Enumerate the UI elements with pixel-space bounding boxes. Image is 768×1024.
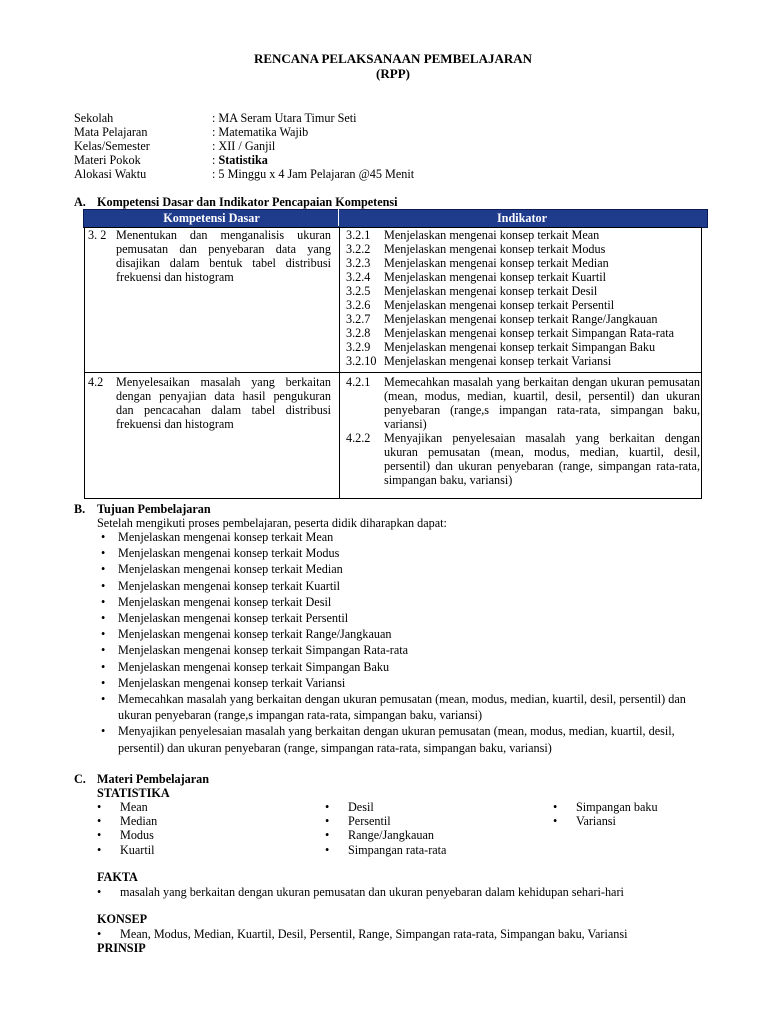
prinsip-heading: PRINSIP: [97, 941, 146, 955]
info-label: Mata Pelajaran: [74, 125, 148, 139]
list-item-text: Variansi: [576, 814, 616, 828]
list-item: • Menjelaskan mengenai konsep terkait Mean: [96, 529, 716, 545]
section-letter: A.: [74, 195, 86, 209]
bullet: •: [325, 828, 330, 842]
indicator-text: Menjelaskan mengenai konsep terkait Mean: [384, 228, 600, 242]
info-label: Alokasi Waktu: [74, 167, 147, 181]
list-item: • Menjelaskan mengenai konsep terkait Range/Jangkauan: [96, 626, 716, 642]
indicator-number: 3.2.8: [346, 326, 371, 340]
document-title: RENCANA PELAKSANAAN PEMBELAJARAN: [253, 51, 533, 66]
fakta-heading: FAKTA: [97, 870, 138, 884]
indicator-text: Menjelaskan mengenai konsep terkait Persentil: [384, 298, 615, 312]
indicator-item: [346, 270, 696, 284]
table-body: [84, 227, 702, 499]
bullet: •: [97, 927, 102, 941]
indicator-number: 3.2.10: [346, 354, 377, 368]
info-label: Sekolah: [74, 111, 114, 125]
indicator-number: 3.2.7: [346, 312, 371, 326]
section-letter: B.: [74, 502, 86, 516]
list-item-text: Simpangan rata-rata: [348, 843, 447, 857]
document-subtitle: (RPP): [376, 66, 410, 81]
list-item-text: Range/Jangkauan: [348, 828, 434, 842]
bullet: •: [97, 885, 102, 899]
info-value-bold: Statistika: [218, 153, 268, 167]
list-item-text: Mean: [120, 800, 148, 814]
info-value: : MA Seram Utara Timur Seti: [212, 111, 357, 125]
list-item: • Menjelaskan mengenai konsep terkait Simpangan Rata-rata: [96, 642, 716, 658]
info-row-sekolah: [74, 111, 674, 125]
header-indikator: Indikator: [496, 211, 548, 225]
indicator-number: 3.2.1: [346, 228, 371, 242]
kd-number: 3. 2: [88, 228, 107, 242]
header-divider: [338, 209, 339, 226]
materi-subtitle: STATISTIKA: [97, 786, 170, 800]
bullet: •: [97, 828, 102, 842]
bullet: •: [325, 800, 330, 814]
indicator-number: 3.2.6: [346, 298, 371, 312]
header-kompetensi-dasar: Kompetensi Dasar: [163, 211, 260, 225]
bullet: •: [325, 814, 330, 828]
indicator-number: 4.2.2: [346, 431, 371, 445]
indicator-item: [346, 354, 696, 368]
indicator-text: Menjelaskan mengenai konsep terkait Range/Jangkauan: [384, 312, 658, 326]
info-row-kelas: [74, 139, 674, 153]
indicator-number: 3.2.5: [346, 284, 371, 298]
section-letter: C.: [74, 772, 86, 786]
indicator-item: [346, 242, 696, 256]
indicator-item: [346, 340, 696, 354]
info-value-prefix: :: [212, 153, 219, 167]
section-a-heading: [74, 195, 398, 209]
list-item: • Menjelaskan mengenai konsep terkait Variansi: [96, 675, 716, 691]
info-label: Materi Pokok: [74, 153, 141, 167]
info-value: : 5 Minggu x 4 Jam Pelajaran @45 Menit: [212, 167, 415, 181]
kd-text: Menentukan dan menganalisis ukuran pemusatan dan penyebaran data yang disajikan dalam bentuk tabel distribusi frekuensi dan histogram: [116, 228, 331, 284]
section-title: Materi Pembelajaran: [97, 772, 210, 786]
indicator-number: 3.2.2: [346, 242, 371, 256]
list-item-text: Mean, Modus, Median, Kuartil, Desil, Persentil, Range, Simpangan rata-rata, Simpangan baku, Variansi: [120, 927, 628, 941]
info-row-mapel: [74, 125, 674, 139]
bullet: •: [553, 814, 558, 828]
indicator-text: Menjelaskan mengenai konsep terkait Kuartil: [384, 270, 607, 284]
list-item-text: Desil: [348, 800, 374, 814]
list-item: • Menjelaskan mengenai konsep terkait Median: [96, 561, 716, 577]
konsep-heading: KONSEP: [97, 912, 148, 926]
indicator-text: Menyajikan penyelesaian masalah yang berkaitan dengan ukuran pemusatan (mean, modus, median, kuartil, desil, persentil) dan ukuran penyebaran (range, simpangan rata-rata, simpangan baku, variansi): [384, 431, 700, 487]
indicator-text: Menjelaskan mengenai konsep terkait Desil: [384, 284, 598, 298]
bullet: •: [97, 843, 102, 857]
table-header: [83, 209, 708, 228]
section-title: Tujuan Pembelajaran: [97, 502, 211, 516]
list-item-text: Modus: [120, 828, 154, 842]
section-c-heading: [74, 772, 209, 786]
list-item: • Memecahkan masalah yang berkaitan dengan ukuran pemusatan (mean, modus, median, kuartil, desil, persentil) dan ukuran penyebaran (range,s impangan rata-rata, simpangan baku, variansi): [96, 691, 716, 723]
indicator-number: 4.2.1: [346, 375, 371, 389]
info-value: : Matematika Wajib: [212, 125, 309, 139]
indicator-item: [346, 312, 696, 326]
indicator-text: Menjelaskan mengenai konsep terkait Modus: [384, 242, 606, 256]
table-row: [85, 227, 701, 372]
indicator-text: Memecahkan masalah yang berkaitan dengan ukuran pemusatan (mean, modus, median, kuartil, desil, persentil) dan ukuran penyebaran (range,s impangan rata-rata, simpangan baku, variansi): [384, 375, 700, 431]
list-item-text: masalah yang berkaitan dengan ukuran pemusatan dan ukuran penyebaran dalam kehidupan sehari-hari: [120, 885, 624, 899]
info-value: [212, 153, 268, 167]
indicator-item: [346, 326, 696, 340]
list-item: • Menyajikan penyelesaian masalah yang berkaitan dengan ukuran pemusatan (mean, modus, median, kuartil, desil, persentil) dan ukuran penyebaran (range, simpangan rata-rata, simpangan baku, variansi): [96, 723, 716, 755]
bullet: •: [325, 843, 330, 857]
list-item: • Menjelaskan mengenai konsep terkait Simpangan Baku: [96, 659, 716, 675]
objectives-list: [96, 529, 716, 756]
list-item: • Menjelaskan mengenai konsep terkait Persentil: [96, 610, 716, 626]
section-title: Kompetensi Dasar dan Indikator Pencapaian Kompetensi: [97, 195, 398, 209]
indicator-number: 3.2.9: [346, 340, 371, 354]
list-item-text: Simpangan baku: [576, 800, 658, 814]
section-b-heading: [74, 502, 211, 516]
section-b-intro: Setelah mengikuti proses pembelajaran, peserta didik diharapkan dapat:: [97, 516, 447, 530]
list-item-text: Kuartil: [120, 843, 155, 857]
kd-number: 4.2: [88, 375, 104, 389]
indicator-text: Menjelaskan mengenai konsep terkait Variansi: [384, 354, 612, 368]
indicator-item: [346, 228, 696, 242]
indicator-text: Menjelaskan mengenai konsep terkait Simpangan Baku: [384, 340, 656, 354]
indicator-item: [346, 256, 696, 270]
list-item-text: Median: [120, 814, 158, 828]
indicator-number: 3.2.4: [346, 270, 371, 284]
table-row: [85, 372, 701, 499]
indicator-item: [346, 298, 696, 312]
bullet: •: [97, 814, 102, 828]
indicator-number: 3.2.3: [346, 256, 371, 270]
indicator-text: Menjelaskan mengenai konsep terkait Median: [384, 256, 609, 270]
list-item: • Menjelaskan mengenai konsep terkait Kuartil: [96, 578, 716, 594]
list-item-text: Persentil: [348, 814, 391, 828]
bullet: •: [553, 800, 558, 814]
info-value: : XII / Ganjil: [212, 139, 276, 153]
kd-text: Menyelesaikan masalah yang berkaitan dengan penyajian data hasil pengukuran dan pencacahan dalam tabel distribusi frekuensi dan histogram: [116, 375, 331, 431]
info-label: Kelas/Semester: [74, 139, 150, 153]
info-row-materi: [74, 153, 674, 167]
bullet: •: [97, 800, 102, 814]
info-row-alokasi: [74, 167, 674, 181]
list-item: • Menjelaskan mengenai konsep terkait Modus: [96, 545, 716, 561]
list-item: • Menjelaskan mengenai konsep terkait Desil: [96, 594, 716, 610]
indicator-text: Menjelaskan mengenai konsep terkait Simpangan Rata-rata: [384, 326, 675, 340]
indicator-item: [346, 284, 696, 298]
